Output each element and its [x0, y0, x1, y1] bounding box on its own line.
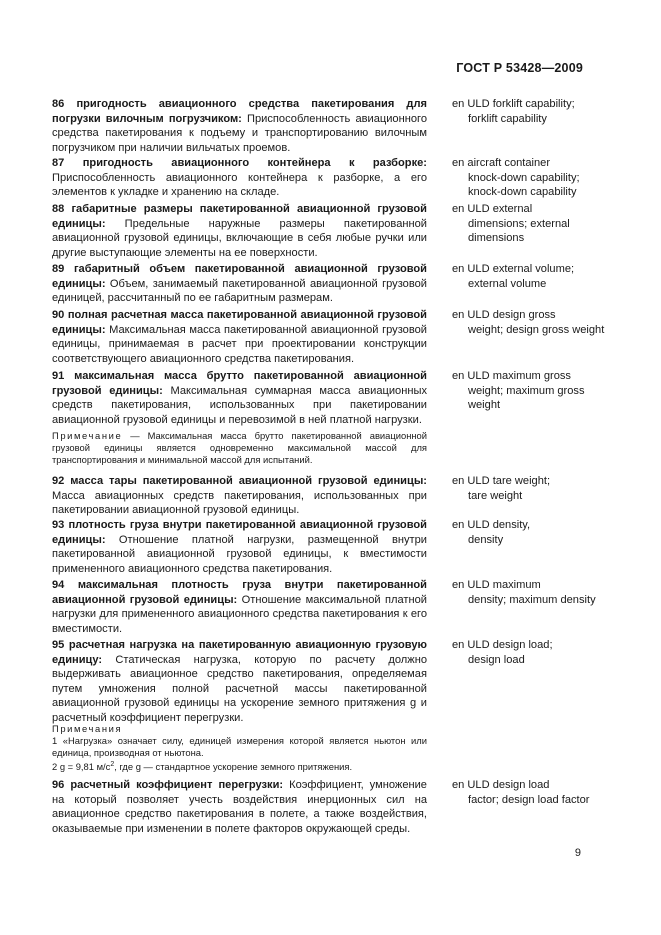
term-number: 92 [52, 475, 65, 487]
term-89 [52, 262, 427, 306]
en-rest: weight; maximum gross weight [468, 384, 585, 411]
term-definition: Предельные наружные размеры пакетированной авиационной грузовой единицы, включающие в себя любые ручки или другие выступающие элементы на ее поверхности. [52, 217, 427, 259]
term-96 [52, 778, 427, 836]
term-87 [52, 156, 427, 200]
term-title: полная расчетная масса пакетированной авиационной грузовой единицы: [52, 309, 427, 336]
term-title: пригодность авиационного контейнера к разборке: [82, 157, 427, 169]
en-equivalent-96 [452, 778, 612, 807]
en-first-line: en ULD external [452, 203, 533, 215]
en-equivalent-89 [452, 262, 612, 291]
term-93 [52, 518, 427, 576]
notes-label: Примечания [52, 723, 123, 734]
en-first-line: en aircraft container [452, 157, 551, 169]
term-title: габаритные размеры пакетированной авиационной грузовой единицы: [52, 203, 427, 230]
term-number: 87 [52, 157, 65, 169]
notes-95 [52, 723, 427, 773]
term-title: расчетная нагрузка на пакетированную авиационную грузовую единицу: [52, 639, 427, 666]
term-number: 88 [52, 203, 65, 215]
term-95 [52, 638, 427, 725]
term-definition: Максимальная масса пакетированной авиационной грузовой единицы, принимаемая в расчет при проектировании конструкции соответствующего авиационного средства пакетирования. [52, 323, 427, 365]
term-title: габаритный объем пакетированной авиационной грузовой единицы: [52, 263, 427, 290]
term-definition: Статическая нагрузка, которую по расчету должно выдерживать авиационное средство пакетирования, определяемая путем умножения полной расчетной массы пакетированной авиационной грузовой единицы на ускорение земного притяжения g и расчетный коэффициент перегрузки. [52, 653, 427, 724]
en-rest: weight; design gross weight [468, 323, 605, 336]
en-first-line: en ULD design load [452, 779, 550, 791]
term-definition: Отношение платной нагрузки, размещенной внутри пакетированной авиационной грузовой единицы, к вместимости примененного авиационного средства пакетирования. [52, 533, 427, 575]
en-equivalent-95 [452, 638, 612, 667]
en-equivalent-93 [452, 518, 612, 547]
note-2-superscript: 2 [110, 761, 115, 768]
en-equivalent-94 [452, 578, 612, 607]
en-first-line: en ULD forklift capability; [452, 98, 575, 110]
term-number: 93 [52, 519, 65, 531]
note-label: Примечание [52, 430, 123, 441]
en-first-line: en ULD design load; [452, 639, 553, 651]
term-number: 96 [52, 779, 65, 791]
note-1: 1 «Нагрузка» означает силу, единицей измерения которой является ньютон или единица, производная от ньютона. [52, 735, 427, 758]
en-rest: density; maximum density [468, 593, 596, 606]
term-94 [52, 578, 427, 636]
term-definition: Отношение максимальной платной нагрузки для примененного авиационного средства пакетирования к его вместимости. [52, 593, 427, 635]
term-definition: Приспособленность авиационного контейнера к разборке, а его элементов к укладке и хранению на складе. [52, 171, 427, 198]
term-definition: Масса авиационных средств пакетирования, использованных при пакетировании авиационной грузовой единицы. [52, 489, 427, 516]
term-92 [52, 474, 427, 518]
en-first-line: en ULD design gross [452, 309, 556, 321]
en-first-line: en ULD maximum [452, 579, 541, 591]
term-number: 95 [52, 639, 65, 651]
en-rest: knock-down capability; knock-down capability [468, 171, 580, 198]
term-title: максимальная плотность груза внутри пакетированной авиационной грузовой единицы: [52, 579, 427, 606]
en-equivalent-92 [452, 474, 612, 503]
term-88 [52, 202, 427, 260]
en-first-line: en ULD external volume; [452, 263, 575, 275]
en-rest: tare weight [468, 489, 523, 502]
standard-designation: ГОСТ Р 53428—2009 [456, 61, 583, 75]
en-rest: factor; design load factor [468, 793, 590, 806]
en-rest: density [468, 533, 504, 546]
term-number: 86 [52, 98, 65, 110]
page-number: 9 [574, 847, 581, 859]
term-definition: Коэффициент, умножение на который позволяет учесть воздействия инерционных сил на авиационное средство пакетирования в полете, а также воздействия, оказываемые при изменении в полете факторов окружающей среды. [52, 779, 427, 835]
note-2 [52, 759, 427, 773]
note-2-formula: 2 g = 9,81 м/с [52, 761, 111, 773]
term-number: 89 [52, 263, 65, 275]
en-rest: design load [468, 653, 525, 666]
en-first-line: en ULD density, [452, 519, 531, 531]
en-rest: forklift capability [468, 112, 547, 125]
en-equivalent-87 [452, 156, 612, 200]
en-equivalent-90 [452, 308, 612, 337]
note-dash: — [122, 430, 148, 441]
term-number: 90 [52, 309, 65, 321]
term-definition: Приспособленность авиационного средства пакетирования к подъему и транспортированию вилочным погрузчиком при наличии вильчатых проемов. [52, 112, 427, 154]
term-91 [52, 369, 427, 427]
en-equivalent-91 [452, 369, 612, 413]
term-title: максимальная масса брутто пакетированной авиационной грузовой единицы: [52, 370, 427, 397]
note-2-text: , где g — стандартное ускорение земного притяжения. [114, 761, 353, 773]
term-title: плотность груза внутри пакетированной авиационной грузовой единицы: [52, 519, 427, 546]
term-number: 94 [52, 579, 65, 591]
term-90 [52, 308, 427, 366]
term-title: пригодность авиационного средства пакетирования для погрузки вилочным погрузчиком: [52, 98, 427, 125]
en-equivalent-88 [452, 202, 612, 246]
en-rest: dimensions; external dimensions [468, 217, 570, 244]
note-text: Максимальная масса брутто пакетированной авиационной грузовой единицы является одновременно максимальной массой для транспортирования и минимальной массой для испытаний. [52, 430, 427, 465]
note-91 [52, 430, 427, 466]
term-86 [52, 97, 427, 155]
term-title: масса тары пакетированной авиационной грузовой единицы: [70, 475, 427, 487]
en-first-line: en ULD tare weight; [452, 475, 551, 487]
en-first-line: en ULD maximum gross [452, 370, 571, 382]
term-number: 91 [52, 370, 65, 382]
term-definition: Максимальная суммарная масса авиационных средств пакетирования, использованных при пакетировании авиационной грузовой единицы и перевозимой в ней платной нагрузки. [52, 384, 427, 426]
term-definition: Объем, занимаемый пакетированной авиационной грузовой единицей, рассчитанный по ее габаритным размерам. [52, 277, 427, 304]
term-title: расчетный коэффициент перегрузки: [70, 779, 284, 791]
en-rest: external volume [468, 277, 547, 290]
en-equivalent-86 [452, 97, 612, 126]
